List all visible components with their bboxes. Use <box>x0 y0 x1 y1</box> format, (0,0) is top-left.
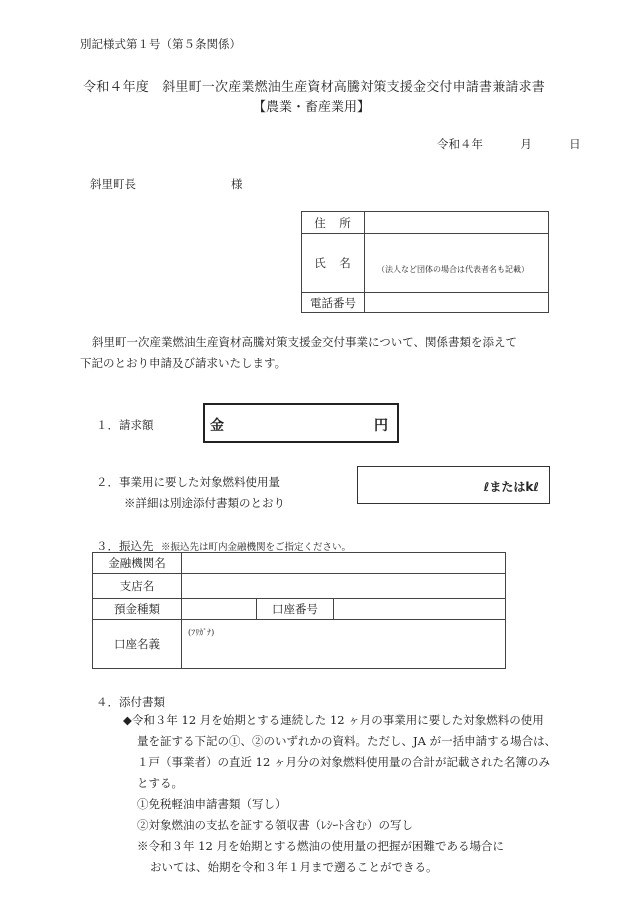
section-3-note: ※振込先は町内金融機関をご指定ください。 <box>161 542 352 553</box>
furigana-label: (ﾌﾘｶﾞﾅ) <box>188 628 215 637</box>
account-holder-label: 口座名義 <box>93 620 182 669</box>
attachment-line-1: ◆令和３年 12 月を始期とする連続した 12 ヶ月の事業用に要した対象燃料の使用 <box>123 713 544 727</box>
account-type-field[interactable] <box>182 599 257 620</box>
address-label: 住 所 <box>302 212 365 234</box>
bank-table <box>92 552 506 669</box>
branch-field[interactable] <box>182 574 506 599</box>
addressee-name: 斜里町長 <box>90 177 136 191</box>
name-note: （法人など団体の場合は代表者名も記載） <box>377 265 529 274</box>
bank-name-field[interactable] <box>182 553 506 574</box>
intro-line-2: 下記のとおり申請及び請求いたします。 <box>80 356 287 370</box>
applicant-table <box>301 211 549 313</box>
document-subtitle: 【農業・畜産業用】 <box>253 100 371 115</box>
phone-label: 電話番号 <box>302 293 365 313</box>
attachment-note-2: おいては、始期を令和３年１月まで遡ることができる。 <box>150 860 438 874</box>
name-label: 氏 名 <box>302 234 365 293</box>
attachment-note-1: ※令和３年 12 月を始期とする燃油の使用量の把握が困難である場合に <box>137 839 504 853</box>
fuel-usage-box[interactable] <box>357 466 550 504</box>
date-line <box>437 136 581 152</box>
addressee-honorific: 様 <box>231 177 243 191</box>
section-3-label: ３．振込先 <box>96 539 154 553</box>
intro-line-1: 斜里町一次産業燃油生産資材高騰対策支援金交付事業について、関係書類を添えて <box>92 335 518 349</box>
date-day: 日 <box>569 137 581 151</box>
attachment-item-2: ②対象燃油の支払を証する領収書（ﾚｼｰﾄ含む）の写し <box>137 818 413 832</box>
amount-prefix: 金 <box>210 418 224 434</box>
section-4-label: ４．添付書類 <box>96 695 165 709</box>
amount-box[interactable] <box>203 403 399 443</box>
amount-unit: 円 <box>374 418 388 434</box>
date-era: 令和４年 <box>437 137 483 151</box>
attachment-line-4: とする。 <box>137 776 183 790</box>
section-2-note: ※詳細は別途添付書類のとおり <box>124 496 285 510</box>
name-field[interactable] <box>365 234 549 293</box>
section-2-label: ２．事業用に要した対象燃料使用量 <box>96 475 280 489</box>
phone-field[interactable] <box>365 293 549 313</box>
account-number-label: 口座番号 <box>257 599 334 620</box>
form-number: 別記様式第１号（第５条関係） <box>80 37 241 51</box>
account-number-field[interactable] <box>334 599 506 620</box>
fuel-unit: ℓまたはkℓ <box>483 480 539 494</box>
account-type-label: 預金種類 <box>93 599 182 620</box>
account-holder-field[interactable] <box>182 620 506 669</box>
branch-label: 支店名 <box>93 574 182 599</box>
attachment-line-3: １戸（事業者）の直近 12 ヶ月分の対象燃料使用量の合計が記載された名簿のみ <box>137 755 550 769</box>
attachment-line-2: 量を証する下記の①、②のいずれかの資料。ただし、JA が一括申請する場合は、 <box>137 734 557 748</box>
address-field[interactable] <box>365 212 549 234</box>
attachment-item-1: ①免税軽油申請書類（写し） <box>137 797 287 811</box>
section-1-label: １．請求額 <box>96 418 154 432</box>
bank-name-label: 金融機関名 <box>93 553 182 574</box>
date-month: 月 <box>520 137 532 151</box>
document-title: 令和４年度 斜里町一次産業燃油生産資材高騰対策支援金交付申請書兼請求書 <box>83 80 546 95</box>
